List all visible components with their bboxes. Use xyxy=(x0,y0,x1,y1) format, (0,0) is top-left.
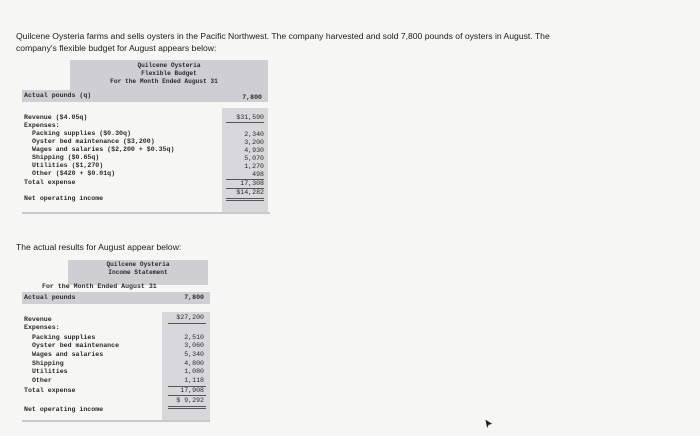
net-operating-income-value: $14,282 xyxy=(236,189,264,196)
total-expense-value: 17,908 xyxy=(180,387,204,394)
expense-value: 4,800 xyxy=(184,360,204,367)
expense-value: 3,200 xyxy=(244,139,264,146)
total-underline xyxy=(168,395,206,396)
total-expense-label: Total expense xyxy=(24,387,76,394)
actual-pounds-value: 7,800 xyxy=(184,294,204,301)
expense-value: 1,118 xyxy=(184,377,204,384)
problem-intro-text: Quilcene Oysteria farms and sells oysters in the Pacific Northwest. The company harvested and sold 7,800 pounds of oysters in August. The company's flexible budget for August appears below: xyxy=(16,31,550,53)
net-operating-income-label: Net operating income xyxy=(24,406,104,413)
expense-label: Shipping xyxy=(32,360,64,367)
expense-value: 5,070 xyxy=(244,155,264,162)
expense-value: 2,340 xyxy=(244,131,264,138)
expenses-label: Expenses: xyxy=(24,324,60,331)
revenue-value: $31,590 xyxy=(236,114,264,121)
revenue-label: Revenue ($4.05q) xyxy=(24,114,88,121)
period-title: For the Month Ended August 31 xyxy=(110,78,218,85)
expense-label: Oyster bed maintenance ($3,200) xyxy=(32,138,155,145)
flexible-budget-table xyxy=(22,60,272,225)
actual-results-intro-text: The actual results for August appear below: xyxy=(16,242,182,252)
total-expense-value: 17,308 xyxy=(240,180,264,187)
expense-label: Shipping ($0.65q) xyxy=(32,154,100,161)
mouse-pointer-icon xyxy=(484,418,494,430)
expense-value: 2,510 xyxy=(184,334,204,341)
budget-title: Flexible Budget xyxy=(141,70,197,77)
net-double-underline xyxy=(168,406,206,407)
revenue-underline xyxy=(226,122,264,123)
expense-label: Packing supplies ($0.30q) xyxy=(32,130,131,137)
period-title: For the Month Ended August 31 xyxy=(42,283,157,290)
table-bottom-shadow xyxy=(22,212,270,214)
expense-value: 1,080 xyxy=(184,368,204,375)
expense-value: 3,060 xyxy=(184,342,204,349)
expense-value: 4,930 xyxy=(244,147,264,154)
income-statement-table xyxy=(22,260,212,430)
expense-label: Wages and salaries ($2,200 + $0.35q) xyxy=(32,146,175,153)
actual-pounds-value: 7,800 xyxy=(242,94,262,101)
expense-value: 498 xyxy=(252,171,264,178)
expense-label: Wages and salaries xyxy=(32,351,104,358)
revenue-value: $27,200 xyxy=(176,314,204,321)
expense-label: Other ($420 + $0.01q) xyxy=(32,170,116,177)
expense-value: 1,270 xyxy=(244,163,264,170)
statement-title: Income Statement xyxy=(108,269,168,276)
net-operating-income-label: Net operating income xyxy=(24,195,104,202)
expense-label: Utilities xyxy=(32,368,68,375)
revenue-underline xyxy=(168,323,206,324)
expense-label: Other xyxy=(32,377,52,384)
expense-value: 5,340 xyxy=(184,351,204,358)
net-double-underline xyxy=(226,200,264,201)
expense-label: Packing supplies xyxy=(32,334,96,341)
net-double-underline xyxy=(168,408,206,409)
company-name: Quilcene Oysteria xyxy=(106,261,170,268)
income-statement-header xyxy=(68,260,208,285)
company-name: Quilcene Oysteria xyxy=(137,62,201,69)
total-expense-label: Total expense xyxy=(24,179,76,186)
expense-label: Utilities ($1,270) xyxy=(32,162,104,169)
net-double-underline xyxy=(226,198,264,199)
actual-pounds-label: Actual pounds (q) xyxy=(24,92,92,99)
expense-label: Oyster bed maintenance xyxy=(32,342,120,349)
expenses-label: Expenses: xyxy=(24,122,60,129)
net-operating-income-value: $ 9,292 xyxy=(176,397,204,404)
table-bottom-shadow xyxy=(22,420,210,422)
actual-pounds-label: Actual pounds xyxy=(24,294,76,301)
revenue-label: Revenue xyxy=(24,316,52,323)
flexible-budget-header xyxy=(70,60,268,90)
